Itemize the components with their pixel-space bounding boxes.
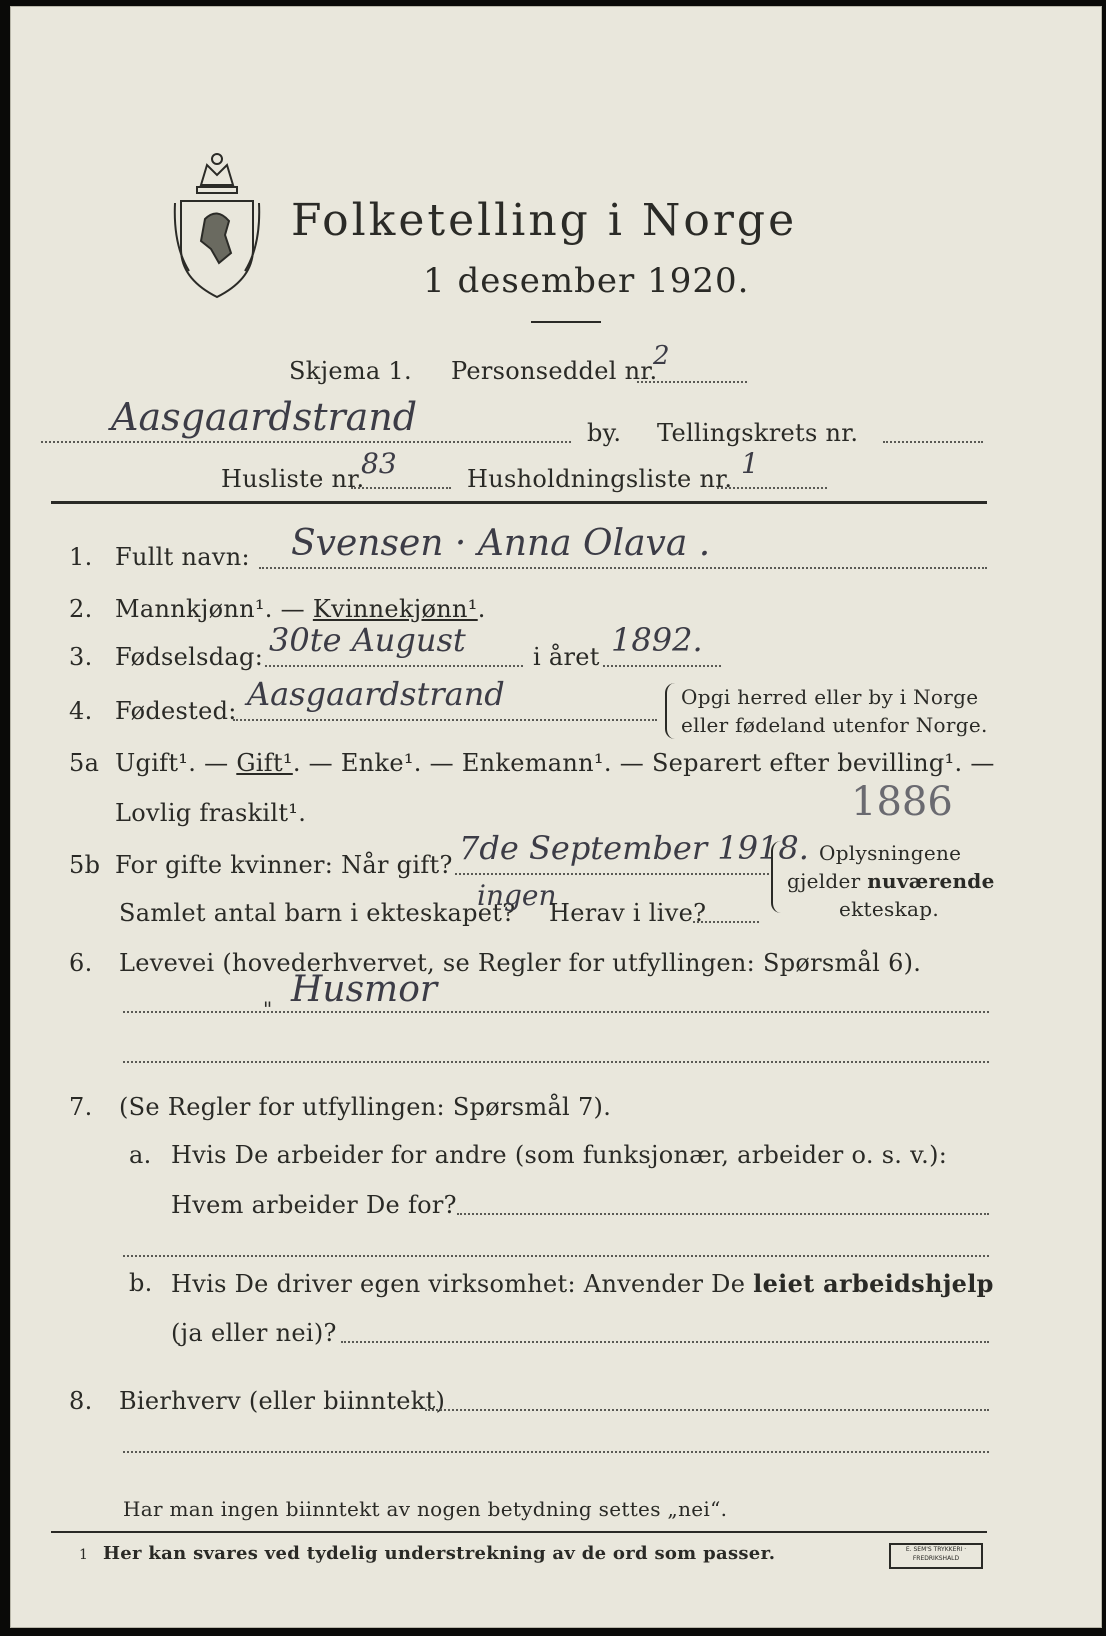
q3-number: 3. (69, 643, 93, 671)
footnote-mark: 1 (79, 1547, 89, 1563)
personseddel-label: Personseddel nr. (451, 357, 658, 385)
q3-year-value[interactable]: 1892. (611, 621, 703, 659)
q7a-field-line-2 (123, 1255, 989, 1257)
q7-number: 7. (69, 1093, 93, 1121)
q5a-ugift-option[interactable]: Ugift¹. — (115, 749, 237, 777)
census-date: 1 desember 1920. (423, 261, 750, 301)
q7a-field-line-1 (457, 1213, 989, 1215)
q2-number: 2. (69, 595, 93, 623)
q1-fullname-value[interactable]: Svensen · Anna Olava . (291, 523, 711, 564)
q8-note: Har man ingen biinntekt av nogen betydning settes „nei“. (123, 1497, 728, 1521)
q5a-number: 5a (69, 749, 100, 777)
q2-gender-options (115, 595, 486, 623)
q5a-gift-option[interactable]: Gift¹ (236, 749, 293, 777)
bleed-through-text (891, 87, 1101, 567)
q7b-question: (ja eller nei)? (171, 1319, 337, 1347)
footnote-text: Her kan svares ved tydelig understrekning av de ord som passer. (103, 1543, 776, 1564)
schema-label: Skjema 1. (289, 357, 412, 385)
q5b-label: For gifte kvinner: Når gift? (115, 851, 453, 879)
q7b-text-main: Hvis De driver egen virksomhet: Anvender De (171, 1270, 754, 1298)
q5b-field-line (455, 873, 773, 875)
coat-of-arms-icon (171, 145, 263, 301)
q5b-note-line1: Oplysningene (819, 841, 962, 865)
q5b-note-line2 (787, 869, 995, 893)
personseddel-value[interactable]: 2 (653, 341, 670, 371)
q7b-field-line (341, 1341, 989, 1343)
q5b-note-gjelder: gjelder (787, 869, 868, 893)
q7b-text (171, 1269, 994, 1298)
q4-note-line1: Opgi herred eller by i Norge (681, 685, 979, 709)
q6-field-line-2 (123, 1061, 989, 1063)
q4-field-line (233, 719, 657, 721)
q6-label: Levevei (hovederhvervet, se Regler for utfyllingen: Spørsmål 6). (119, 949, 922, 977)
personseddel-field-line (637, 381, 747, 383)
q5b-note-brace (771, 841, 781, 913)
footer-rule (51, 1531, 987, 1533)
q5b-note-nuvarende: nuværende (867, 869, 995, 893)
q2-kvinne-option[interactable]: Kvinnekjønn¹ (312, 595, 478, 623)
header-rule (51, 501, 987, 504)
q1-field-line (259, 567, 987, 569)
q7a-letter: a. (129, 1141, 152, 1169)
husholdning-field-line (717, 487, 827, 489)
q2-period: . (477, 595, 486, 623)
q6-number: 6. (69, 949, 93, 977)
q3-field-line (265, 665, 523, 667)
q3-year-label: i året (533, 643, 600, 671)
q5b-herav-label: Herav i live? (549, 899, 707, 927)
q5b-number: 5b (69, 851, 101, 879)
q5a-options (115, 749, 995, 777)
q6-tick-mark: " (263, 997, 273, 1021)
q2-mann-option[interactable]: Mannkjønn¹. — (115, 595, 313, 623)
q7b-text-bold: leiet arbeidshjelp (753, 1269, 994, 1298)
q8-number: 8. (69, 1387, 93, 1415)
q8-label: Bierhverv (eller biinntekt) (119, 1387, 446, 1415)
q4-note-brace (665, 683, 675, 739)
husliste-label: Husliste nr. (221, 465, 365, 493)
tellingskrets-field-line (883, 441, 983, 443)
q8-field-line-1 (425, 1409, 989, 1411)
q5b-herav-field-line (693, 921, 759, 923)
q7-label: (Se Regler for utfyllingen: Spørsmål 7). (119, 1093, 612, 1121)
q3-birthday-value[interactable]: 30te August (269, 621, 466, 659)
q3-label: Fødselsdag: (115, 643, 264, 671)
q1-number: 1. (69, 543, 93, 571)
q5b-barn-label: Samlet antal barn i ekteskapet? (119, 899, 516, 927)
husliste-value[interactable]: 83 (361, 447, 397, 480)
q4-label: Fødested: (115, 697, 237, 725)
by-label: by. (587, 419, 622, 447)
q7a-text: Hvis De arbeider for andre (som funksjonær, arbeider o. s. v.): (171, 1141, 948, 1169)
q5a-other-options[interactable]: . — Enke¹. — Enkemann¹. — Separert efter bevilling¹. — (292, 749, 995, 777)
q5b-note-line3: ekteskap. (839, 897, 939, 921)
title-divider (531, 321, 601, 323)
q3-year-field-line (603, 665, 721, 667)
husholdning-label: Husholdningsliste nr. (467, 465, 733, 493)
form-title: Folketelling i Norge (291, 195, 798, 246)
q4-number: 4. (69, 697, 93, 725)
q5b-married-value[interactable]: 7de September 1918. (459, 829, 809, 867)
q5a-fraskilt-option[interactable]: Lovlig fraskilt¹. (115, 799, 307, 827)
tellingskrets-label: Tellingskrets nr. (657, 419, 859, 447)
place-field-line (41, 441, 571, 443)
q7a-question: Hvem arbeider De for? (171, 1191, 457, 1219)
q1-label: Fullt navn: (115, 543, 250, 571)
q5a-margin-note: 1886 (851, 779, 953, 825)
q6-field-line-1 (123, 1011, 989, 1013)
husliste-field-line (351, 487, 451, 489)
q5b-barn-value[interactable]: ingen (477, 879, 557, 912)
q4-birthplace-value[interactable]: Aasgaardstrand (247, 675, 505, 713)
census-form-page (10, 6, 1102, 1628)
printer-stamp: E. SEM'S TRYKKERI · FREDRIKSHALD (889, 1543, 983, 1569)
q8-field-line-2 (123, 1451, 989, 1453)
q7b-letter: b. (129, 1269, 153, 1297)
q6-occupation-value[interactable]: Husmor (291, 969, 438, 1010)
q4-note-line2: eller fødeland utenfor Norge. (681, 713, 988, 737)
husholdning-value[interactable]: 1 (741, 447, 759, 480)
place-value[interactable]: Aasgaardstrand (111, 395, 418, 439)
